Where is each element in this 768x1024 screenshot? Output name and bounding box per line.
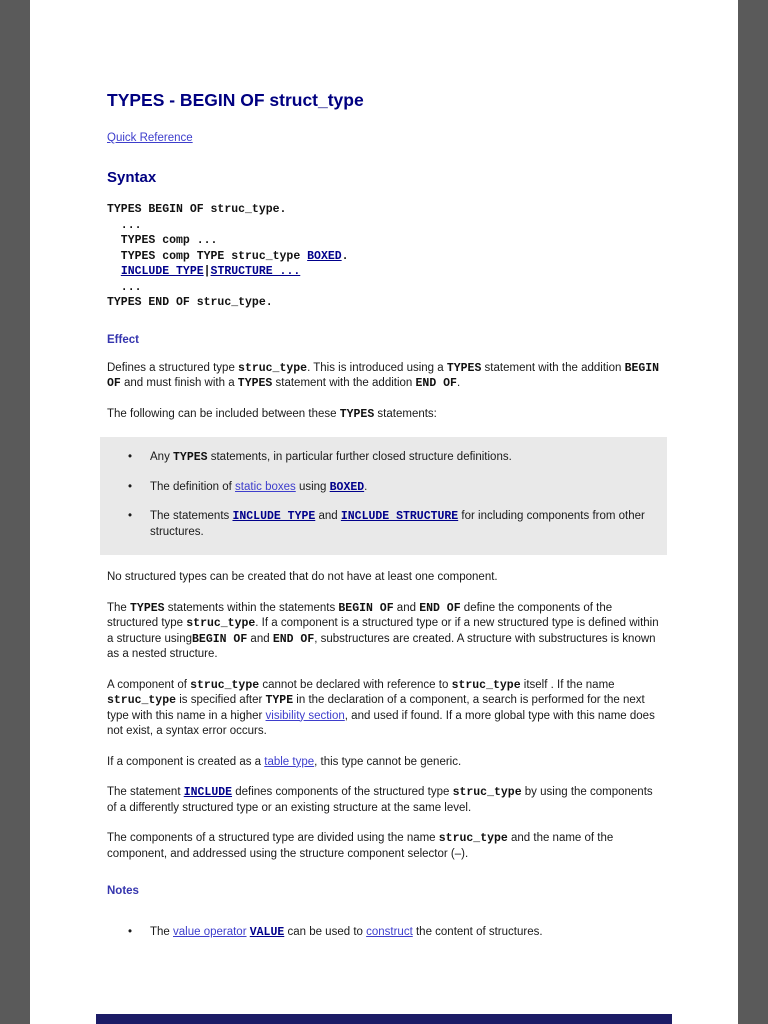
text-segment: Any: [150, 451, 174, 463]
effect-paragraph: [107, 361, 660, 392]
document-page: [30, 0, 738, 1024]
syntax-code-block: [107, 202, 660, 311]
text-segment: The components of a structured type are divided using the name: [107, 832, 439, 844]
text-segment: .: [456, 377, 461, 389]
inline-code: struc_type: [438, 832, 508, 845]
static-boxes-link[interactable]: static boxes: [235, 480, 296, 493]
effect-paragraph: [107, 570, 660, 586]
text-segment: and the name of the component, and addressed using the structure component selector (–).: [107, 832, 614, 860]
page-title: TYPES - BEGIN OF struct_type: [107, 90, 364, 110]
text-segment: , this type cannot be generic.: [314, 755, 462, 768]
effect-paragraph: [107, 407, 660, 423]
viewer-right-gutter: [738, 0, 768, 1024]
text-segment: The statements: [150, 510, 233, 522]
text-segment: and: [393, 601, 420, 614]
code-line: [107, 233, 660, 249]
include-type-link[interactable]: INCLUDE TYPE: [120, 265, 204, 278]
inline-code: ...: [107, 218, 142, 232]
construct-link[interactable]: construct: [366, 926, 413, 938]
text-segment: and: [315, 510, 341, 522]
text-segment: No structured types can be created that do not have at least one component.: [107, 571, 498, 583]
code-line: [107, 202, 660, 218]
include-structure-link[interactable]: INCLUDE STRUCTURE: [340, 510, 459, 523]
text-segment: and must finish with a: [120, 377, 238, 389]
inline-code: TYPES: [339, 407, 375, 421]
notes-bullet-list: [100, 912, 667, 956]
text-segment: The following can be included between these: [107, 407, 340, 420]
include-link[interactable]: INCLUDE: [183, 786, 233, 799]
effect-paragraph: [107, 755, 660, 771]
text-segment: The statement: [107, 786, 184, 798]
inline-code: struc_type: [451, 678, 521, 692]
inline-code: TYPES comp ...: [107, 234, 218, 247]
text-segment: A component of: [107, 678, 191, 691]
inline-code: END OF: [272, 632, 315, 646]
effect-paragraph: [107, 601, 660, 663]
inline-code: struc_type: [107, 694, 177, 707]
value-link[interactable]: VALUE: [249, 926, 285, 939]
text-segment: by using the components of a differently structured type or an existing structure at the same level.: [107, 786, 653, 814]
code-line: [107, 218, 660, 234]
code-line: [107, 280, 660, 296]
value-operator-link[interactable]: value operator: [173, 926, 247, 938]
text-segment: The: [150, 926, 174, 938]
inline-code: struc_type: [238, 361, 308, 375]
effect-paragraph: [107, 831, 660, 862]
text-segment: statements:: [374, 407, 437, 420]
bullet-item: [150, 509, 655, 540]
code-line: [107, 249, 660, 265]
inline-code: TYPES comp TYPE struc_type: [107, 249, 308, 263]
text-segment: itself . If the name: [520, 678, 615, 691]
text-segment: The definition of: [150, 480, 236, 493]
inline-code: struc_type: [190, 678, 260, 692]
inline-code: TYPES BEGIN OF struc_type.: [107, 203, 287, 216]
inline-code: [107, 265, 121, 278]
code-line: [107, 295, 660, 311]
text-segment: If a component is created as a: [107, 755, 265, 768]
text-segment: statements, in particular further closed structure definitions.: [207, 451, 512, 463]
effect-paragraph: [107, 678, 660, 740]
text-segment: statements within the statements: [164, 601, 339, 614]
inline-code: BEGIN OF: [338, 601, 394, 615]
inline-code: TYPE: [265, 694, 294, 707]
text-segment: statement with the addition: [481, 361, 625, 374]
inline-code: TYPES: [237, 377, 273, 390]
visibility-section-link[interactable]: visibility section: [265, 709, 345, 722]
inline-code: .: [341, 249, 349, 263]
effect-section: [107, 361, 660, 863]
text-segment: defines components of the structured type: [232, 786, 453, 798]
text-segment: The: [107, 601, 131, 614]
inline-code: BEGIN OF: [107, 361, 660, 390]
inline-code: END OF: [419, 601, 461, 615]
inline-code: TYPES END OF struc_type.: [107, 296, 273, 309]
text-segment: in the declaration of a component, a search is performed for the next type with this name in a higher: [107, 694, 645, 722]
text-segment: . This is introduced using a: [307, 361, 447, 374]
effect-heading: Effect: [107, 333, 139, 346]
effect-paragraph: [107, 785, 660, 816]
text-segment: is specified after: [176, 694, 266, 706]
table-type-link[interactable]: table type: [264, 755, 315, 768]
effect-bullet-list: [100, 437, 667, 555]
structure-link[interactable]: STRUCTURE ...: [210, 265, 301, 278]
notes-section: [107, 912, 660, 956]
inline-code: TYPES: [173, 451, 208, 464]
text-segment: . If a component is a structured type or if a new structured type is defined within a structure using: [107, 617, 659, 645]
bullet-item: [150, 480, 655, 496]
include-type-link[interactable]: INCLUDE TYPE: [232, 510, 316, 523]
inline-code: |: [203, 265, 211, 278]
text-segment: cannot be declared with reference to: [259, 678, 452, 691]
inline-code: TYPES: [130, 601, 165, 615]
inline-code: ...: [107, 280, 142, 294]
text-segment: Defines a structured type: [107, 361, 239, 374]
bullet-item: [150, 450, 655, 466]
notes-heading: Notes: [107, 885, 139, 897]
text-segment: using: [295, 480, 330, 493]
boxed-link[interactable]: BOXED: [329, 480, 365, 494]
inline-code: BEGIN OF: [192, 632, 248, 646]
text-segment: the content of structures.: [412, 926, 543, 938]
text-segment: , and used if found. If a more global type with this name does not exist, a syntax error occurs.: [107, 709, 655, 737]
text-segment: define the components of the structured type: [107, 601, 613, 629]
text-segment: for including components from other structures.: [150, 510, 645, 538]
text-segment: .: [364, 480, 368, 493]
inline-code: struc_type: [186, 617, 256, 630]
code-line: [107, 264, 660, 280]
bullet-item: [150, 925, 655, 941]
text-segment: statement with the addition: [272, 377, 416, 389]
text-segment: , substructures are created. A structure with substructures is known as a nested structure.: [107, 632, 656, 660]
text-segment: can be used to: [284, 926, 367, 938]
inline-code: END OF: [415, 377, 457, 390]
syntax-heading: Syntax: [107, 169, 157, 186]
next-page-banner: [96, 1014, 672, 1024]
inline-code: struc_type: [452, 786, 522, 799]
inline-code: TYPES: [446, 361, 482, 375]
text-segment: and: [247, 632, 273, 645]
quick-reference-link[interactable]: Quick Reference: [107, 132, 193, 144]
boxed-link[interactable]: BOXED: [307, 249, 342, 263]
viewer-left-gutter: [0, 0, 30, 1024]
